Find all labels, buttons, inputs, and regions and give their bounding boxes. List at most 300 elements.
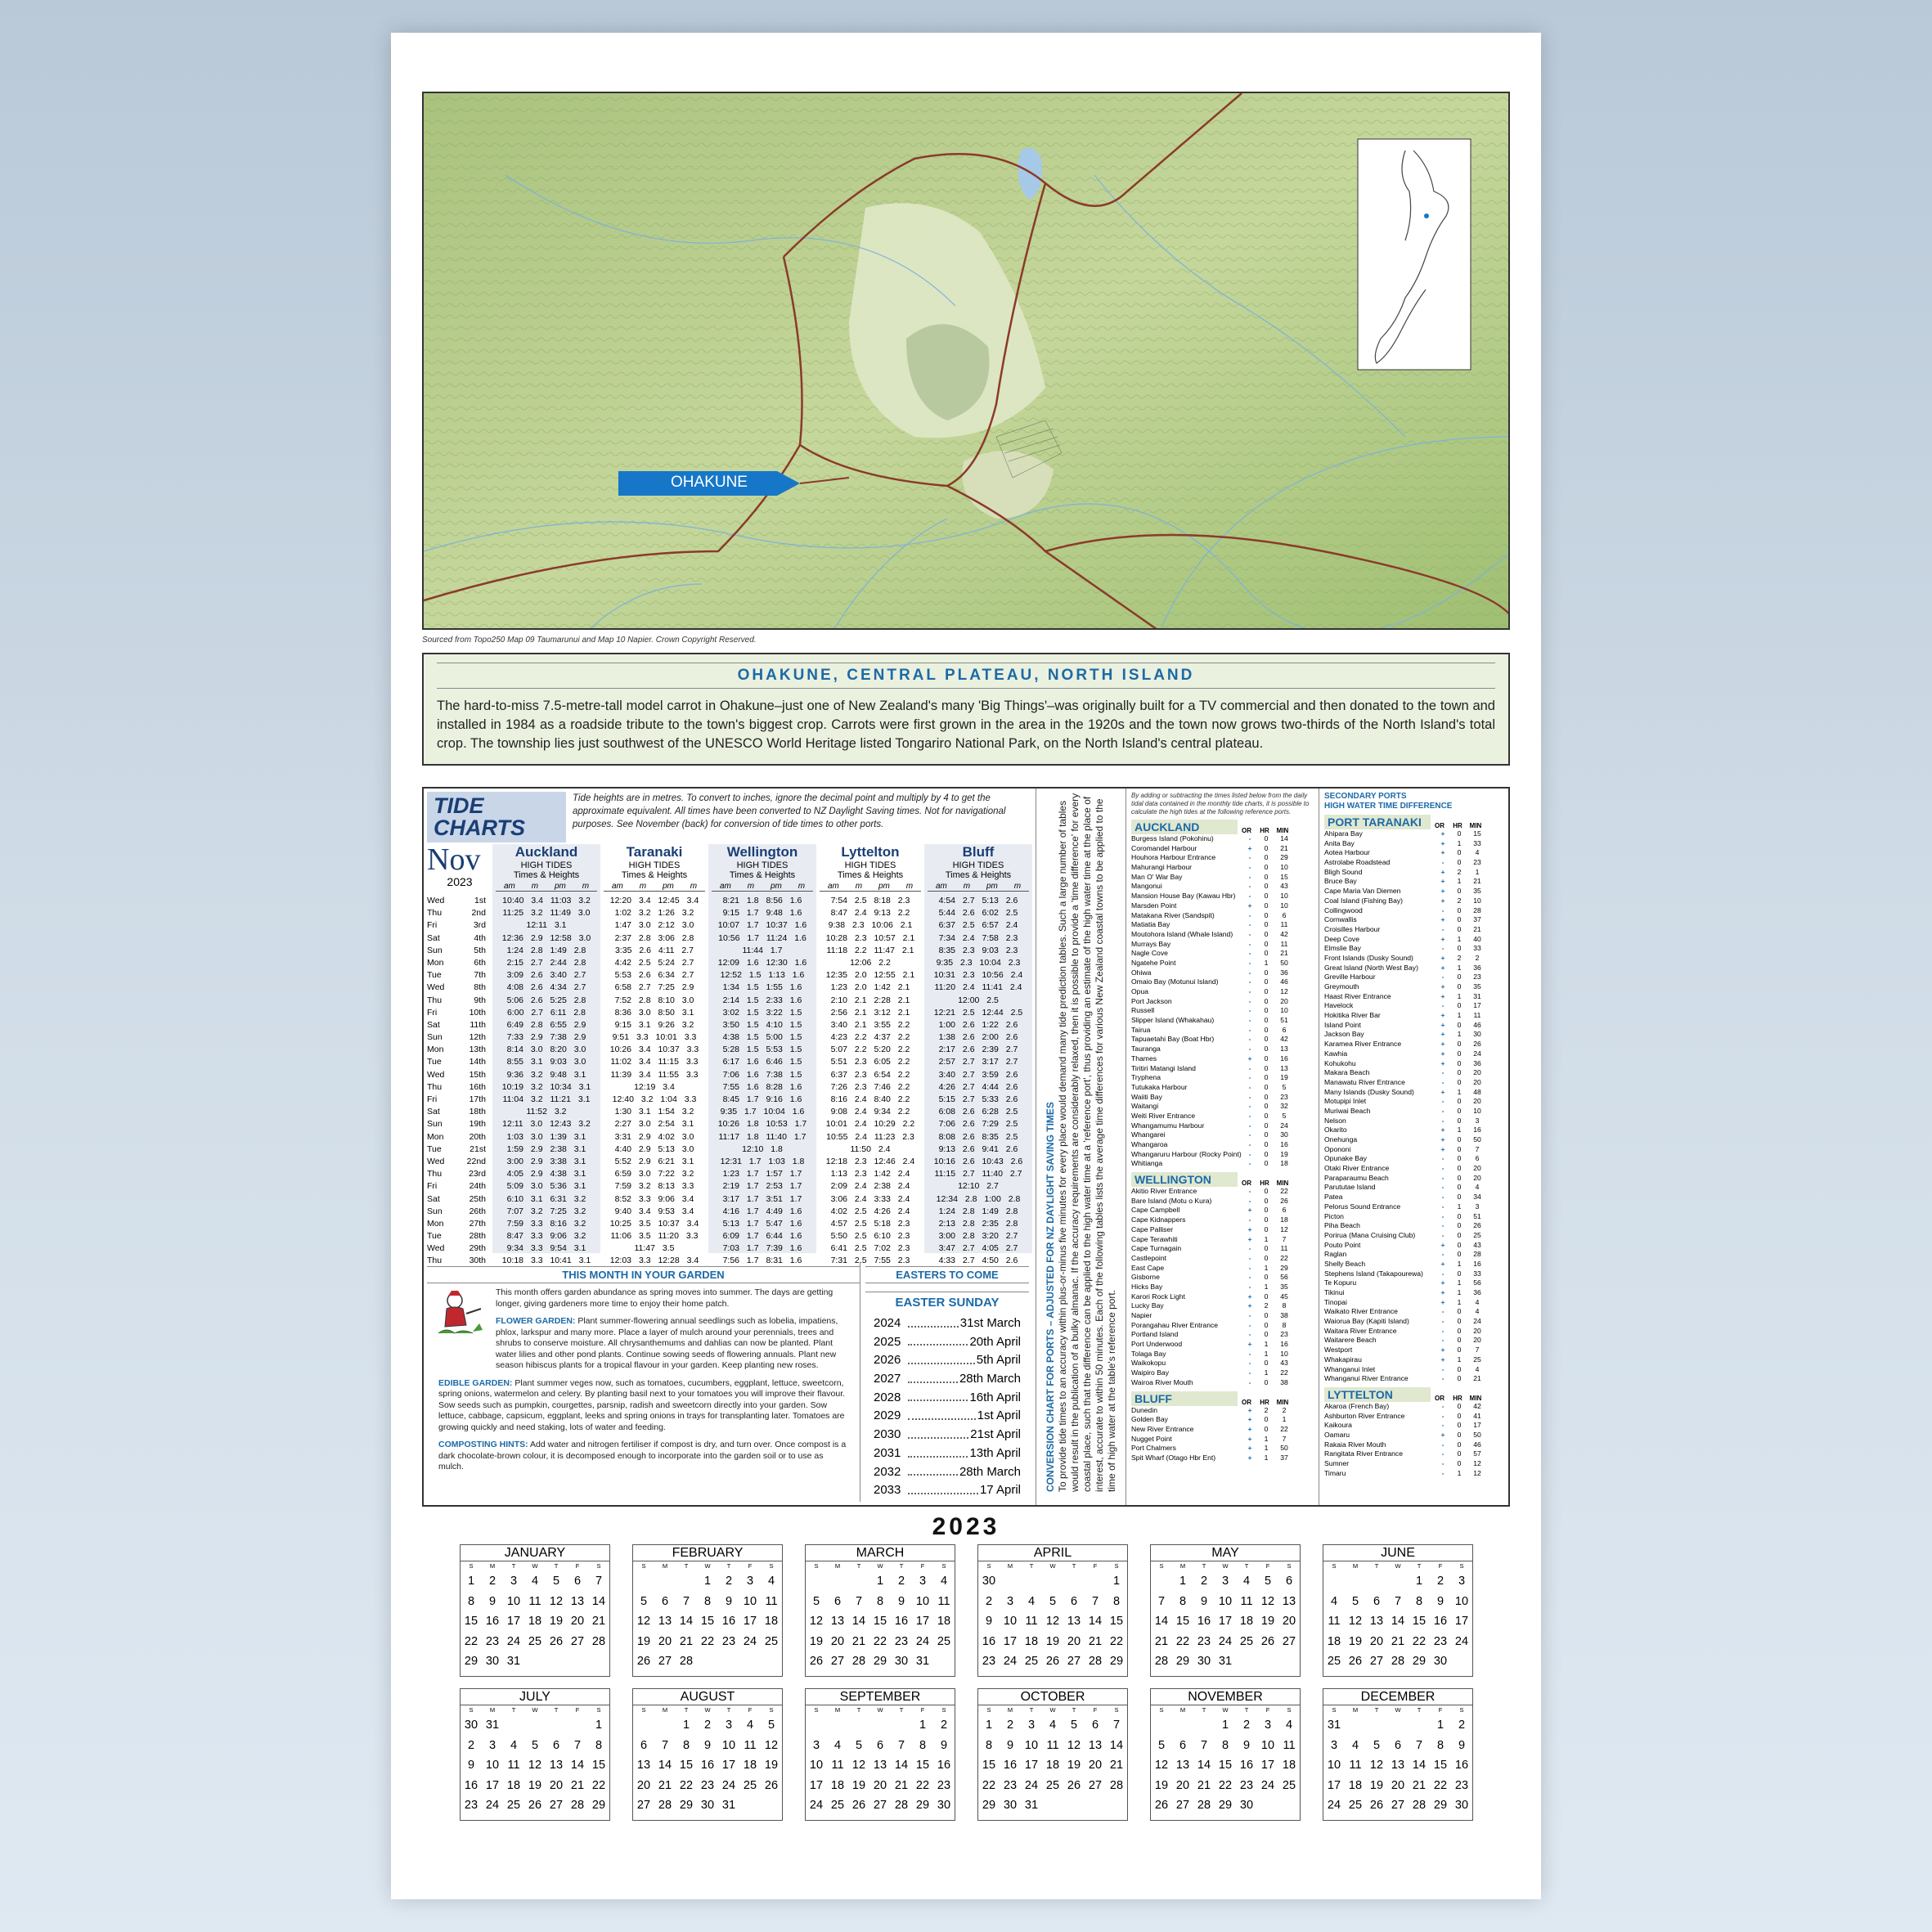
secondary-port-hr: 1 (1264, 1349, 1269, 1358)
tide-date: 27th (469, 1218, 486, 1229)
tide-row: 1:38 2.6 2:00 2.6 (938, 1032, 1018, 1043)
secondary-port-sign: + (1247, 1340, 1252, 1349)
hr-header: HR (1260, 1179, 1269, 1188)
calendar-year: 2023 (932, 1513, 1000, 1540)
tide-row: 10:26 1.8 10:53 1.7 (717, 1119, 807, 1130)
secondary-port-header (1324, 1387, 1503, 1402)
secondary-port-hr: 0 (1264, 987, 1269, 995)
calendar-month-name: FEBRUARY (633, 1545, 782, 1561)
secondary-port-place: Matakana River (Sandspit) (1131, 910, 1215, 919)
calendar-day: 17 (721, 1759, 736, 1772)
secondary-port-sign: - (1248, 1377, 1251, 1386)
tide-date-row (427, 982, 492, 994)
secondary-port-min: 33 (1473, 944, 1481, 953)
secondary-port-min: 19 (1280, 1149, 1288, 1158)
tide-date: 3rd (473, 920, 486, 931)
tide-date: 18th (469, 1107, 486, 1117)
calendar-week (1323, 1795, 1472, 1816)
secondary-port-min: 24 (1473, 1317, 1481, 1326)
secondary-port-name: LYTTELTON (1324, 1387, 1431, 1402)
tide-row: 3:40 2.7 3:59 2.6 (938, 1069, 1018, 1080)
secondary-port-min: 22 (1280, 1253, 1288, 1262)
tide-date-row (427, 1031, 492, 1044)
tide-date: 14th (469, 1057, 486, 1067)
tide-date: 6th (474, 957, 486, 968)
tide-date-row (427, 1019, 492, 1031)
calendar-day: 28 (570, 1799, 585, 1812)
tide-row: 4:02 2.5 4:26 2.4 (830, 1206, 910, 1216)
calendar-weekday: T (726, 1706, 731, 1714)
easter-leader (908, 1445, 968, 1458)
secondary-port-hr: 0 (1457, 915, 1462, 924)
calendar-day: 15 (464, 1615, 479, 1628)
calendar-month-march (805, 1544, 955, 1677)
secondary-port-min: 43 (1473, 1240, 1481, 1249)
tide-date-row (427, 1081, 492, 1094)
calendar-weekday-header (633, 1561, 782, 1571)
tide-row: 5:09 3.0 5:36 3.1 (506, 1181, 586, 1192)
calendar-day: 17 (1003, 1634, 1018, 1648)
tide-row: 10:26 3.4 10:37 3.3 (609, 1045, 699, 1055)
calendar-weekday: S (1287, 1562, 1292, 1570)
secondary-port-place: Oamaru (1324, 1430, 1350, 1439)
secondary-port-hr: 0 (1457, 1135, 1462, 1143)
calendar-day (633, 1571, 654, 1592)
secondary-port-min: 46 (1473, 1020, 1481, 1029)
calendar-day: 4 (1330, 1594, 1338, 1608)
tide-date: 16th (469, 1081, 486, 1092)
secondary-port-hr: 0 (1457, 1374, 1462, 1383)
tide-port-auckland (492, 844, 600, 1266)
secondary-port-place: Island Point (1324, 1020, 1361, 1029)
tide-row: 3:09 2.6 3:40 2.7 (506, 970, 586, 981)
secondary-port-min: 41 (1473, 1411, 1481, 1420)
calendar-month-july (460, 1688, 610, 1821)
tide-row: 4:26 2.7 4:44 2.6 (938, 1081, 1018, 1092)
tide-row: 8:36 3.0 8:50 3.1 (614, 1007, 694, 1018)
secondary-port-sign: - (1441, 1097, 1445, 1106)
tide-row: 5:53 2.6 6:34 2.7 (614, 970, 694, 981)
calendar-weekday: T (1029, 1562, 1034, 1570)
secondary-port-place: Waikato River Entrance (1324, 1307, 1398, 1316)
tide-row: 7:33 2.9 7:38 2.9 (506, 1032, 586, 1043)
description-body: The hard-to-miss 7.5-metre-tall model carrot in Ohakune–just one of New Zealand's many 'Big Things'–was originally built for a TV commercial and then donated to the town and installed in 1984 as a roadside tribute to the town's biggest crop. Carrots were first grown in the area in the 1920s and the town now grows two-thirds of the North Island's total crop. The township lies just southwest of the UNESCO World Heritage listed Tongariro National Park, on the North Island's central plateau. (437, 699, 1495, 751)
secondary-port-place: Tiritiri Matangi Island (1131, 1063, 1196, 1072)
secondary-port-row (1324, 829, 1503, 839)
calendar-day: 5 (531, 1738, 539, 1752)
calendar-week (1323, 1571, 1472, 1592)
calendar-day: 19 (1369, 1778, 1384, 1792)
secondary-port-row (1131, 1006, 1314, 1016)
secondary-port-place: Matiatia Bay (1131, 920, 1170, 929)
tide-port-lyttelton (816, 844, 924, 1266)
calendar-day: 8 (876, 1594, 884, 1608)
secondary-port-sign: - (1248, 1045, 1251, 1054)
tide-row: 6:17 1.6 6:46 1.5 (722, 1057, 802, 1067)
secondary-port-hr: 0 (1457, 1346, 1462, 1355)
calendar-day: 8 (1221, 1738, 1229, 1752)
secondary-port-sign: - (1441, 1317, 1445, 1326)
calendar-day: 19 (1154, 1778, 1169, 1792)
secondary-port-hr: 2 (1457, 953, 1462, 962)
calendar-weekday: T (856, 1706, 861, 1714)
calendar-day: 3 (1006, 1594, 1014, 1608)
secondary-port-hr: 0 (1264, 1196, 1269, 1205)
tide-row: 12:19 3.4 (634, 1081, 675, 1092)
secondary-port-min: 3 (1475, 1202, 1480, 1211)
secondary-port-row (1131, 1121, 1314, 1131)
calendar-weekday: F (748, 1562, 753, 1570)
tide-row: 12:06 2.2 (850, 957, 891, 968)
secondary-port-min: 12 (1280, 987, 1288, 995)
calendar-weekday: T (1072, 1706, 1076, 1714)
secondary-port-min: 42 (1280, 1035, 1288, 1044)
tide-date-row (427, 932, 492, 945)
secondary-port-sign: + (1440, 1020, 1445, 1029)
tide-row: 7:26 2.3 7:46 2.2 (830, 1081, 910, 1092)
calendar-day: 25 (937, 1634, 951, 1648)
secondary-port-min: 10 (1280, 1349, 1288, 1358)
secondary-port-hr: 1 (1457, 1297, 1462, 1306)
calendar-day (806, 1715, 827, 1736)
calendar-week (978, 1755, 1127, 1776)
calendar-weekday: S (1459, 1562, 1464, 1570)
secondary-port-hr: 0 (1264, 1377, 1269, 1386)
calendar-day: 13 (636, 1759, 651, 1772)
calendar-day: 11 (744, 1738, 757, 1752)
tide-col-head: m (531, 882, 539, 891)
calendar-week (806, 1795, 955, 1816)
calendar-week (461, 1795, 609, 1816)
calendar-day: 26 (1154, 1799, 1169, 1812)
secondary-port-sign: - (1248, 1111, 1251, 1120)
calendar-day: 27 (873, 1799, 887, 1812)
secondary-port-sign: - (1248, 1187, 1251, 1196)
easter-row (865, 1333, 1029, 1352)
secondary-port-sign: - (1441, 1440, 1445, 1449)
calendar-day: 23 (1454, 1778, 1469, 1792)
calendar-day: 2 (1200, 1575, 1208, 1588)
secondary-port-min: 48 (1473, 1087, 1481, 1096)
secondary-port-row (1131, 1330, 1314, 1340)
secondary-port-min: 7 (1475, 1144, 1480, 1153)
calendar-month-name: MAY (1151, 1545, 1300, 1561)
tide-date: 20th (469, 1131, 486, 1142)
calendar-day: 6 (573, 1575, 582, 1588)
ohakune-label: OHAKUNE (671, 474, 748, 491)
secondary-port-min: 17 (1473, 1001, 1481, 1010)
calendar-weekday: F (920, 1706, 925, 1714)
calendar-day: 14 (1391, 1615, 1405, 1628)
tide-port-taranaki (600, 844, 708, 1266)
min-header: MIN (1276, 1398, 1289, 1406)
secondary-port-place: Greymouth (1324, 982, 1359, 991)
secondary-port-hr: 0 (1457, 1164, 1462, 1173)
secondary-port-min: 8 (1282, 1320, 1287, 1329)
calendar-day: 30 (982, 1575, 996, 1588)
secondary-port-row (1131, 1340, 1314, 1350)
tide-row: 6:09 1.7 6:44 1.6 (722, 1231, 802, 1242)
secondary-port-hr: 1 (1264, 958, 1269, 967)
calendar-day (1106, 1795, 1127, 1816)
calendar-day: 15 (700, 1615, 715, 1628)
secondary-port-hr: 0 (1264, 1415, 1269, 1424)
calendar-day: 6 (661, 1594, 669, 1608)
calendar-weekday: T (856, 1562, 861, 1570)
calendar-day: 17 (809, 1778, 824, 1792)
secondary-port-place: Haast River Entrance (1324, 991, 1391, 1000)
secondary-port-row (1131, 930, 1314, 940)
secondary-port-sign: + (1247, 1292, 1252, 1301)
calendar-day (1387, 1715, 1409, 1736)
tide-date-row (427, 1118, 492, 1130)
tide-port-sub-high: HIGH TIDES (844, 860, 896, 870)
secondary-port-sign: - (1441, 973, 1445, 982)
calendar-day: 17 (1218, 1615, 1233, 1628)
calendar-day: 24 (1454, 1634, 1469, 1648)
calendar-month-name: DECEMBER (1323, 1689, 1472, 1705)
calendar-day: 14 (894, 1759, 909, 1772)
secondary-port-place: Burgess Island (Pokohinu) (1131, 834, 1214, 842)
calendar-day: 17 (1327, 1778, 1341, 1792)
calendar-weekday: W (1395, 1706, 1401, 1714)
secondary-port-place: Tikinui (1324, 1288, 1345, 1296)
calendar-day: 15 (873, 1615, 887, 1628)
tide-row: 2:57 2.7 3:17 2.7 (938, 1057, 1018, 1067)
secondary-port-hr: 0 (1457, 1144, 1462, 1153)
calendar-day: 22 (1218, 1778, 1233, 1792)
tide-weekday: Sat (427, 1019, 440, 1030)
tide-row: 10:18 3.3 10:41 3.1 (501, 1256, 591, 1266)
secondary-port-hr: 0 (1264, 1187, 1269, 1196)
calendar-day: 4 (746, 1719, 754, 1732)
tide-weekday: Thu (427, 1169, 443, 1179)
calendar-weekday: T (1029, 1706, 1034, 1714)
calendar-day: 10 (1260, 1738, 1275, 1752)
tide-row: 10:07 1.7 10:37 1.6 (717, 920, 807, 931)
calendar-day (633, 1715, 654, 1736)
secondary-port-sign: - (1248, 1159, 1251, 1168)
calendar-day: 28 (1154, 1655, 1169, 1668)
secondary-port-min: 26 (1280, 1196, 1288, 1205)
easter-date: 20th April (969, 1334, 1021, 1349)
easter-date: 1st April (977, 1409, 1021, 1423)
tide-port-columns (496, 882, 597, 892)
calendar-day: 28 (679, 1655, 694, 1668)
tide-port-columns (928, 882, 1029, 892)
secondary-port-hr: 1 (1457, 963, 1462, 972)
calendar-day (1278, 1795, 1300, 1816)
calendar-weekday-header (461, 1705, 609, 1715)
secondary-port-place: Kawhia (1324, 1049, 1348, 1058)
easter-leader (908, 1333, 968, 1346)
tide-row: 9:13 2.6 9:41 2.6 (938, 1143, 1018, 1154)
secondary-port-hr: 0 (1457, 1049, 1462, 1058)
tide-row: 7:59 3.3 8:16 3.2 (506, 1218, 586, 1229)
secondary-port-min: 23 (1280, 1092, 1288, 1101)
secondary-port-row (1131, 892, 1314, 901)
secondary-port-min: 6 (1282, 910, 1287, 919)
secondary-port-min: 22 (1280, 1368, 1288, 1377)
tide-weekday: Wed (427, 982, 445, 993)
secondary-port-min: 38 (1280, 1311, 1288, 1319)
calendar-weekday: T (899, 1562, 904, 1570)
secondary-port-row (1324, 1078, 1503, 1088)
calendar-weekday: W (877, 1562, 883, 1570)
secondary-port-row (1324, 1449, 1503, 1459)
easter-row (865, 1481, 1029, 1500)
calendar-day: 21 (591, 1615, 606, 1628)
tide-row: 8:55 3.1 9:03 3.0 (506, 1057, 586, 1067)
calendar-day: 17 (1260, 1759, 1275, 1772)
calendar-weekday: S (986, 1706, 991, 1714)
easter-year: 2031 (874, 1445, 901, 1460)
secondary-port-hr: 0 (1457, 1411, 1462, 1420)
secondary-port-min: 51 (1473, 1211, 1481, 1220)
calendar-day: 1 (703, 1575, 712, 1588)
secondary-port-sign: - (1248, 1263, 1251, 1272)
secondary-port-sign: + (1440, 838, 1445, 847)
tide-port-rows (708, 895, 816, 1268)
calendar-day (891, 1715, 912, 1736)
secondary-port-sign: - (1441, 1173, 1445, 1182)
secondary-port-row (1324, 1250, 1503, 1260)
tide-intro: Tide heights are in metres. To convert to inches, ignore the decimal point and multiply by 4 to get the approximate equivalent. All times have been converted to NZ Daylight Saving times. Not for navigational purposes. See November (back) for conversion of tide times to other ports. (573, 793, 1006, 829)
calendar-day: 17 (1454, 1615, 1469, 1628)
calendar-day: 8 (595, 1738, 603, 1752)
secondary-port-row (1324, 1241, 1503, 1251)
easter-date: 31st March (959, 1316, 1021, 1330)
calendar-day: 22 (873, 1634, 887, 1648)
min-header: MIN (1276, 827, 1289, 834)
tide-row: 5:44 2.6 6:02 2.5 (938, 908, 1018, 919)
secondary-port-place: Great Island (North West Bay) (1324, 963, 1418, 972)
calendar-weekday: S (596, 1706, 601, 1714)
tide-row: 8:47 3.3 9:06 3.2 (506, 1231, 586, 1242)
secondary-port-hr: 1 (1264, 1444, 1269, 1453)
secondary-port-min: 34 (1473, 1193, 1481, 1202)
secondary-port-sign: - (1248, 1311, 1251, 1319)
secondary-port-sign: - (1441, 1374, 1445, 1383)
secondary-port-min: 19 (1280, 1073, 1288, 1082)
calendar-week (806, 1571, 955, 1592)
calendar-day (1042, 1795, 1063, 1816)
calendar-day: 1 (1112, 1575, 1121, 1588)
calendar-day (827, 1571, 848, 1592)
secondary-port-sign: - (1248, 1035, 1251, 1044)
calendar-weekday: S (814, 1562, 819, 1570)
tide-row: 7:55 1.6 8:28 1.6 (722, 1081, 802, 1092)
tide-weekday: Tue (427, 970, 442, 981)
calendar-day: 16 (464, 1778, 479, 1792)
tide-row: 2:56 2.1 3:12 2.1 (830, 1007, 910, 1018)
tide-row: 10:28 2.3 10:57 2.1 (825, 932, 915, 943)
calendar-day: 14 (1154, 1615, 1169, 1628)
calendar-day: 15 (591, 1759, 606, 1772)
conversion-chart-panel (1036, 789, 1126, 1505)
calendar-day: 21 (1109, 1759, 1124, 1772)
secondary-port-place: Jackson Bay (1324, 1030, 1364, 1039)
secondary-port-place: Napier (1131, 1311, 1152, 1319)
secondary-port-min: 5 (1282, 1082, 1287, 1091)
calendar-week (806, 1776, 955, 1796)
secondary-port-hr: 0 (1457, 1459, 1462, 1467)
secondary-port-row (1324, 1145, 1503, 1155)
calendar-day: 24 (1003, 1655, 1018, 1668)
tide-row: 4:40 2.9 5:13 3.0 (614, 1143, 694, 1154)
secondary-port-hr: 0 (1264, 939, 1269, 948)
secondary-port-row (1131, 1093, 1314, 1103)
calendar-day: 26 (549, 1634, 564, 1648)
tide-date-row (427, 1131, 492, 1143)
secondary-port-min: 24 (1473, 1049, 1481, 1058)
tide-row: 11:17 1.8 11:40 1.7 (718, 1131, 806, 1142)
tide-row: 12:40 3.2 1:04 3.3 (612, 1094, 697, 1104)
secondary-port-row (1131, 1444, 1314, 1453)
calendar-weekday: S (941, 1562, 946, 1570)
calendar-week (978, 1795, 1127, 1816)
secondary-port-min: 4 (1475, 1307, 1480, 1316)
tide-row: 8:45 1.7 9:16 1.6 (722, 1094, 802, 1104)
secondary-port-row (1324, 1421, 1503, 1431)
tide-weekday: Sun (427, 1119, 443, 1130)
tide-row: 12:34 2.8 1:00 2.8 (936, 1193, 1021, 1204)
calendar-week (1323, 1651, 1472, 1672)
secondary-port-hr: 1 (1457, 1355, 1462, 1364)
secondary-port-sign: + (1440, 982, 1445, 991)
calendar-weekday: W (1395, 1562, 1401, 1570)
calendar-day: 25 (743, 1778, 757, 1792)
secondary-port-hr: 1 (1457, 1126, 1462, 1134)
secondary-port-min: 5 (1282, 1111, 1287, 1120)
secondary-port-sign: - (1441, 1001, 1445, 1010)
tide-row: 8:52 3.3 9:06 3.4 (614, 1193, 694, 1204)
secondary-port-hr: 0 (1457, 1173, 1462, 1182)
tide-date-row (427, 1143, 492, 1156)
secondary-port-row (1324, 1001, 1503, 1011)
secondary-port-hr: 0 (1457, 1097, 1462, 1106)
calendar-day (503, 1715, 524, 1736)
calendar-day: 16 (700, 1759, 715, 1772)
secondary-port-min: 28 (1473, 1250, 1481, 1259)
calendar-week (461, 1651, 609, 1672)
secondary-port-header (1131, 820, 1314, 834)
calendar-week (461, 1715, 609, 1736)
tide-row: 2:15 2.7 2:44 2.8 (506, 957, 586, 968)
calendar-weekday: F (1265, 1562, 1270, 1570)
secondary-port-min: 37 (1280, 1453, 1288, 1462)
calendar-weekday: T (1374, 1562, 1379, 1570)
secondary-port-min: 7 (1475, 1346, 1480, 1355)
calendar-week (978, 1632, 1127, 1652)
calendar-weekday: T (1244, 1562, 1249, 1570)
secondary-port-row (1324, 1154, 1503, 1164)
tide-row: 6:59 3.0 7:22 3.2 (614, 1169, 694, 1179)
tide-row: 12:03 3.3 12:28 3.4 (609, 1256, 699, 1266)
tide-table (427, 842, 1032, 1266)
calendar-weekday-header (806, 1705, 955, 1715)
calendar-day: 4 (767, 1575, 775, 1588)
secondary-port-hr: 0 (1264, 1159, 1269, 1168)
tide-row: 10:16 2.6 10:43 2.6 (933, 1156, 1023, 1166)
tide-date-row (427, 919, 492, 932)
secondary-port-row (1131, 1016, 1314, 1026)
calendar-day: 4 (833, 1738, 842, 1752)
calendar-day: 30 (464, 1719, 479, 1732)
calendar-day: 20 (873, 1778, 887, 1792)
calendar-day: 12 (764, 1738, 779, 1752)
tide-date: 10th (469, 1007, 486, 1018)
